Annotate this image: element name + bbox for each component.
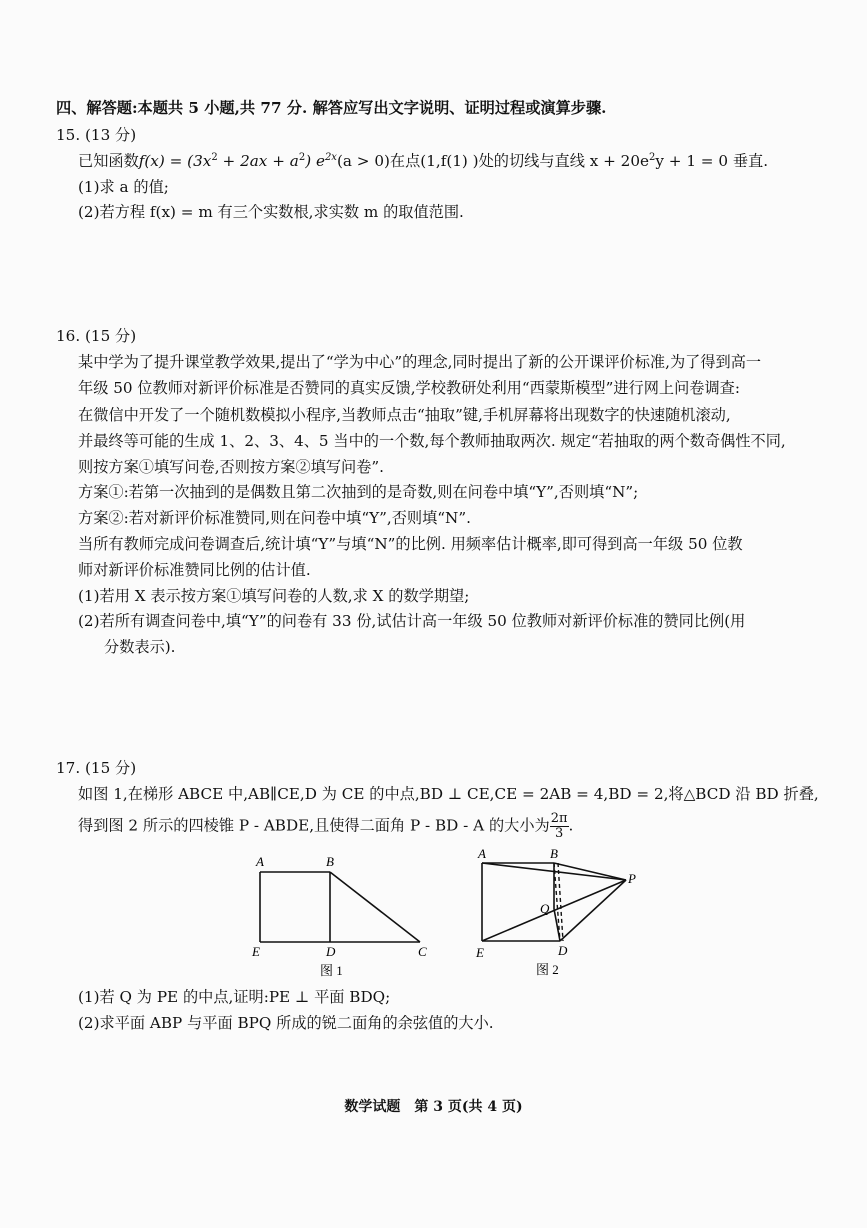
q17-number: 17. (15 分) xyxy=(56,759,137,777)
page-footer: 数学试题 第 3 页(共 4 页) xyxy=(344,1099,523,1115)
q17-part1: (1)若 Q 为 PE 的中点,证明:PE ⊥ 平面 BDQ; xyxy=(78,988,391,1006)
fig2-label-D: D xyxy=(558,943,568,958)
q16-line-6: 方案②:若对新评价标准赞同,则在问卷中填“Y”,否则填“N”. xyxy=(78,509,471,527)
fig2-label-B: B xyxy=(550,846,558,861)
fig1-label-D: D xyxy=(326,944,336,959)
q16-part2b: 分数表示). xyxy=(104,638,176,656)
q16-line-4: 则按方案①填写问卷,否则按方案②填写问卷”. xyxy=(78,458,384,476)
section-heading: 四、解答题:本题共 5 小题,共 77 分. 解答应写出文字说明、证明过程或演算步骤. xyxy=(56,99,607,117)
q16-line-7: 当所有教师完成问卷调查后,统计填“Y”与填“N”的比例. 用频率估计概率,即可得到高一年级 50 位教 xyxy=(78,535,743,553)
q16-line-0: 某中学为了提升课堂教学效果,提出了“学为中心”的理念,同时提出了新的公开课评价标准,为了得到高一 xyxy=(78,353,762,371)
figure-1-trapezoid xyxy=(246,850,436,980)
fig2-label-Q: Q xyxy=(540,901,550,916)
fig2-label-E: E xyxy=(476,945,484,960)
q15-part1: (1)求 a 的值; xyxy=(78,178,169,196)
q16-part2: (2)若所有调查问卷中,填“Y”的问卷有 33 份,试估计高一年级 50 位教师对新评价标准的赞同比例(用 xyxy=(78,612,746,630)
q16-line-8: 师对新评价标准赞同比例的估计值. xyxy=(78,561,311,579)
q16-number: 16. (15 分) xyxy=(56,327,137,345)
fig1-label-C: C xyxy=(418,944,427,959)
q16-line-3: 并最终等可能的生成 1、2、3、4、5 当中的一个数,每个教师抽取两次. 规定“若抽取的两个数奇偶性不同, xyxy=(78,432,786,450)
fig1-label-E: E xyxy=(252,944,260,959)
q17-line1: 如图 1,在梯形 ABCE 中,AB∥CE,D 为 CE 的中点,BD ⊥ CE,CE = 2AB = 4,BD = 2,将△BCD 沿 BD 折叠, xyxy=(78,785,819,803)
q17-line2: 得到图 2 所示的四棱锥 P - ABDE,且使得二面角 P - BD - A 的大小为 $\frac{2\pi}{3}$ . xyxy=(78,811,574,841)
dihedral-angle-fraction: $\frac{2\pi}{3}$ xyxy=(550,811,568,841)
q15-number: 15. (13 分) xyxy=(56,126,137,144)
q15-stem: 已知函数$f(x) = (3x^2 + 2ax + a^2) e^{2x}(a > 0)$在点(1,f(1) )处的切线与直线 $x + 20e^2y + 1 = 0$ 垂直. xyxy=(78,151,769,170)
fig2-label-A: A xyxy=(478,846,486,861)
fig1-caption: 图 1 xyxy=(320,963,343,978)
fig1-label-B: B xyxy=(326,854,334,869)
q15-part2: (2)若方程 f(x) = m 有三个实数根,求实数 m 的取值范围. xyxy=(78,203,464,221)
fig1-label-A: A xyxy=(256,854,264,869)
q16-line-1: 年级 50 位教师对新评价标准是否赞同的真实反馈,学校教研处利用“西蒙斯模型”进行网上问卷调查: xyxy=(78,379,740,397)
fig2-caption: 图 2 xyxy=(536,962,559,977)
q16-line-2: 在微信中开发了一个随机数模拟小程序,当教师点击“抽取”键,手机屏幕将出现数字的快速随机滚动, xyxy=(78,406,731,424)
fig2-label-P: P xyxy=(628,871,636,886)
figure-2-pyramid xyxy=(470,845,650,980)
q16-part1: (1)若用 X 表示按方案①填写问卷的人数,求 X 的数学期望; xyxy=(78,587,470,605)
q16-line-5: 方案①:若第一次抽到的是偶数且第二次抽到的是奇数,则在问卷中填“Y”,否则填“N”; xyxy=(78,483,639,501)
q17-part2: (2)求平面 ABP 与平面 BPQ 所成的锐二面角的余弦值的大小. xyxy=(78,1014,494,1032)
